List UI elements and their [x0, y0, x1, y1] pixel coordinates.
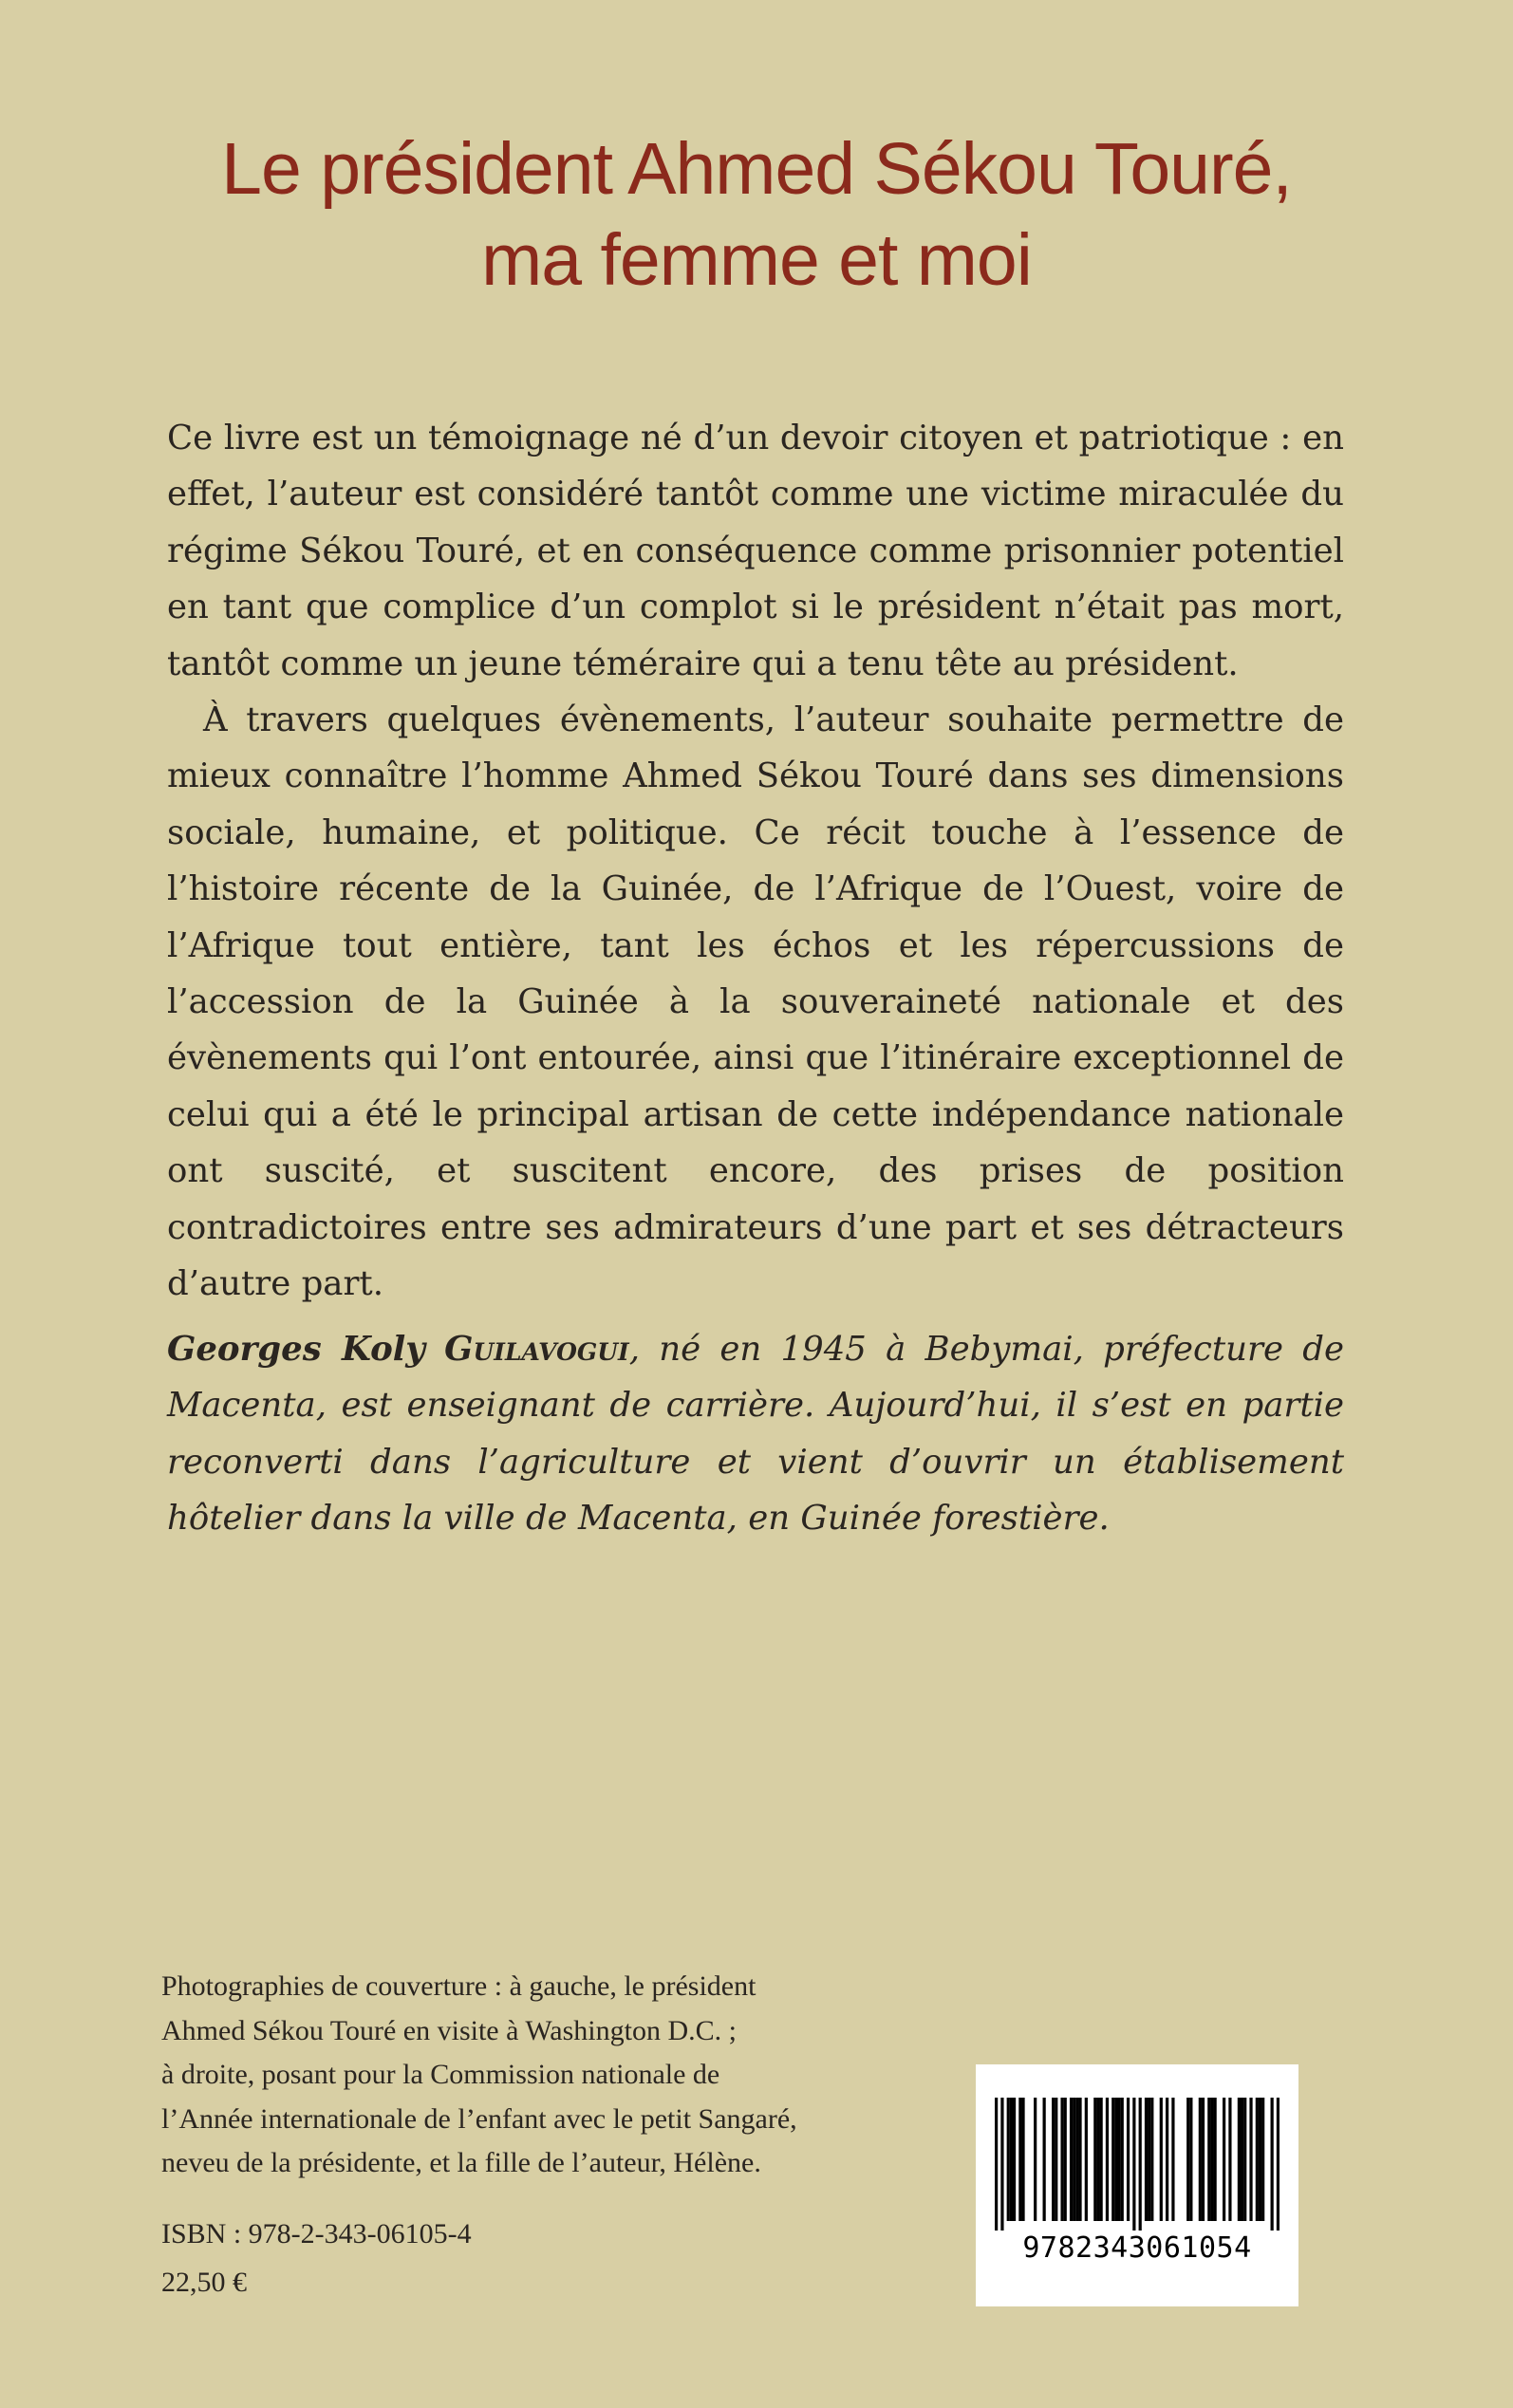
barcode-bar: [1186, 2098, 1189, 2221]
barcode-bar: [1207, 2098, 1210, 2221]
author-surname: Guilavogui: [444, 1330, 629, 1369]
barcode-bar: [1127, 2098, 1130, 2221]
barcode-bar: [1100, 2098, 1103, 2221]
barcode-bar: [1139, 2098, 1142, 2231]
barcode-bar: [1214, 2098, 1217, 2221]
barcode-bar: [1277, 2098, 1280, 2231]
barcode-bar: [1111, 2098, 1114, 2221]
barcode-bar: [1055, 2098, 1057, 2221]
barcode-bars: [995, 2098, 1280, 2231]
barcode-bar: [1043, 2098, 1046, 2221]
author-bio: [167, 1321, 1344, 1547]
barcode-bar: [1171, 2098, 1174, 2221]
barcode-bar: [1018, 2098, 1021, 2221]
barcode-bar: [1148, 2098, 1150, 2221]
barcode-bar: [1256, 2098, 1259, 2221]
barcode-bar: [1064, 2098, 1067, 2221]
barcode-bar: [995, 2098, 998, 2231]
barcode-bar: [1093, 2098, 1096, 2221]
author-bio-text: , né en 1945 à Bebymai, préfecture de Macenta, est enseignant de carrière. Aujourd’hui, il s’est en partie reconverti dans l’agriculture et vient d’ouvrir un établisement hôtelier dans la ville de Macenta, en Guinée forestière.: [167, 1330, 1344, 1539]
book-title-line-2: ma femme et moi: [481, 219, 1032, 301]
isbn: ISBN : 978-2-343-06105-4: [161, 2218, 472, 2249]
barcode-bar: [1243, 2098, 1246, 2221]
barcode: [976, 2064, 1298, 2306]
barcode-bar: [1060, 2098, 1063, 2221]
barcode-bar: [1249, 2098, 1252, 2221]
summary-paragraph-2: À travers quelques évènements, l’auteur souhaite permettre de mieux connaître l’homme Ahmed Sékou Touré dans ses dimensions sociale, humaine, et politique. Ce récit touche à l’essence de l’histoire récente de la Guinée, de l’Afrique de l’Ouest, voire de l’Afrique tout entière, tant les échos et les répercussions de l’accession de la Guinée à la souveraineté nationale et des évènements qui l’ont entourée, ainsi que l’itinéraire exceptionnel de celui qui a été le principal artisan de cette indépendance nationale ont suscité, et suscitent encore, des prises de position contradictoires entre ses admirateurs d’une part et ses détracteurs d’autre part.: [167, 700, 1344, 1304]
barcode-bar: [1013, 2098, 1016, 2221]
book-summary: [167, 410, 1344, 1313]
barcode-bar: [1261, 2098, 1264, 2221]
barcode-bar: [1132, 2098, 1135, 2231]
barcode-bar: [1021, 2098, 1024, 2221]
barcode-bar: [1078, 2098, 1081, 2221]
barcode-bar: [1166, 2098, 1168, 2221]
barcode-bar: [1121, 2098, 1124, 2221]
barcode-bar: [1150, 2098, 1153, 2221]
barcode-bar: [1085, 2098, 1088, 2221]
barcode-bar: [1241, 2098, 1243, 2221]
summary-paragraph-1: Ce livre est un témoignage né d’un devoir citoyen et patriotique : en effet, l’auteur est considéré tantôt comme une victime miraculée du régime Sékou Touré, et en conséquence comme prisonnier potentiel en tant que complice d’un complot si le président n’était pas mort, tantôt comme un jeune téméraire qui a tenu tête au président.: [167, 419, 1344, 683]
barcode-bar: [1189, 2098, 1192, 2221]
barcode-bar: [1034, 2098, 1037, 2221]
barcode-bar: [1271, 2098, 1274, 2231]
barcode-bar: [1096, 2098, 1099, 2221]
barcode-bar: [1202, 2098, 1205, 2221]
barcode-bar: [1106, 2098, 1109, 2221]
barcode-bar: [1223, 2098, 1225, 2221]
barcode-bar: [1228, 2098, 1231, 2221]
barcode-bar: [1259, 2098, 1261, 2221]
book-title: [0, 123, 1513, 306]
barcode-bar: [1052, 2098, 1055, 2221]
barcode-bar: [1007, 2098, 1010, 2221]
barcode-bar: [1210, 2098, 1213, 2221]
barcode-bar: [1075, 2098, 1078, 2221]
barcode-bar: [1000, 2098, 1003, 2231]
barcode-bar: [1010, 2098, 1013, 2221]
barcode-bar: [1145, 2098, 1148, 2221]
barcode-bar: [1114, 2098, 1117, 2221]
price: 22,50 €: [161, 2267, 247, 2298]
barcode-bar: [1073, 2098, 1075, 2221]
cover-photo-credits: Photographies de couverture : à gauche, le président Ahmed Sékou Touré en visite à Washington D.C. ; à droite, posant pour la Commission nationale de l’Année internationale de l’enfant avec le petit Sangaré, neveu de la présidente, et la fille de l’auteur, Hélène.: [161, 1970, 797, 2178]
barcode-bar: [1117, 2098, 1120, 2221]
barcode-bar: [1160, 2098, 1163, 2221]
barcode-bar: [1238, 2098, 1241, 2221]
barcode-bar: [1199, 2098, 1202, 2221]
barcode-bar: [1070, 2098, 1073, 2221]
author-first-names: Georges Koly: [167, 1330, 425, 1369]
book-title-line-1: Le président Ahmed Sékou Touré,: [221, 128, 1292, 210]
barcode-digits: 9782343061054: [1022, 2231, 1252, 2265]
